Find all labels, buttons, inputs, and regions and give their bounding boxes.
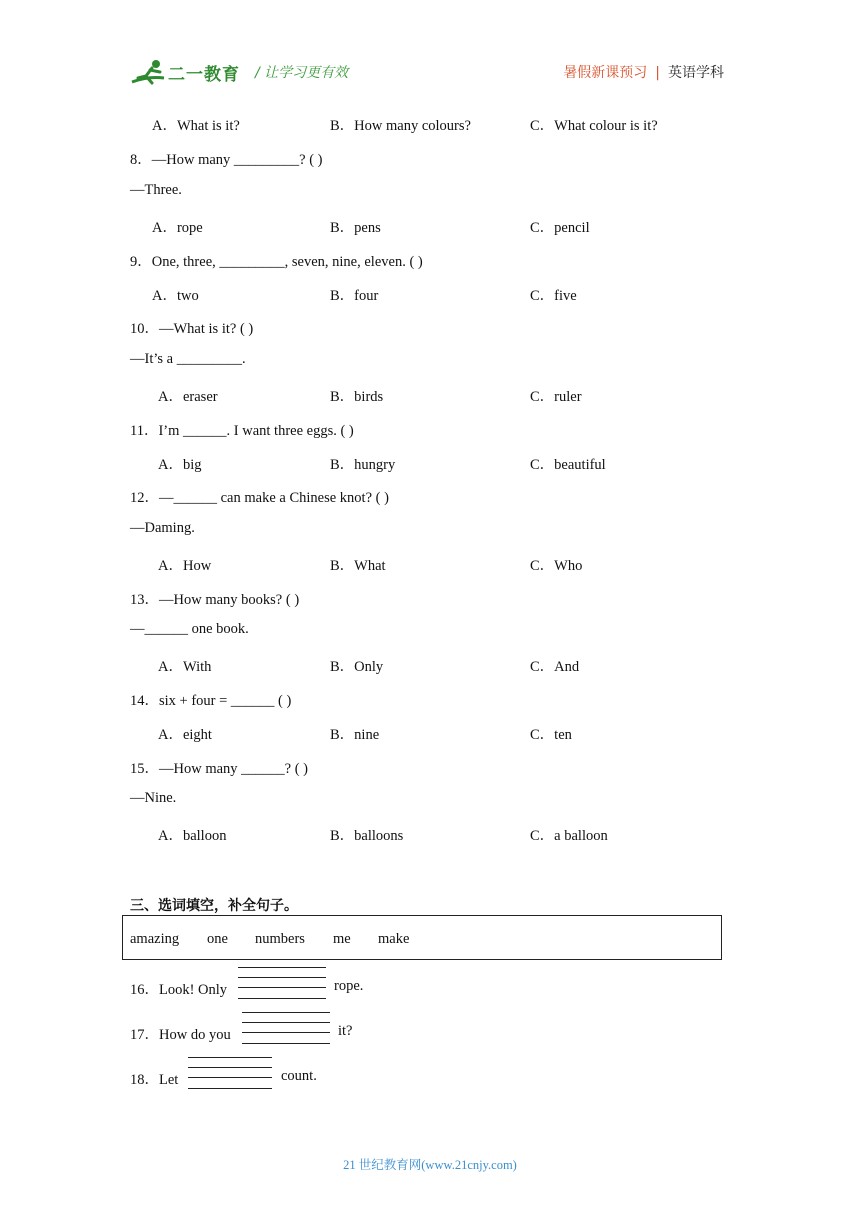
answer-blank[interactable] bbox=[242, 1011, 330, 1045]
answer-line: —Daming. bbox=[130, 520, 195, 536]
section-title: 三、选词填空，补全句子。 bbox=[130, 898, 298, 914]
word-bank-item: make bbox=[378, 931, 410, 947]
fill-question-suffix: rope. bbox=[334, 978, 364, 994]
option-b: B．What bbox=[330, 558, 386, 574]
logo-text: 二一教育 bbox=[168, 65, 240, 85]
fill-question-prefix: 16．Look! Only bbox=[130, 982, 228, 998]
answer-blank[interactable] bbox=[188, 1056, 272, 1090]
fill-question-prefix: 18．Let bbox=[130, 1072, 179, 1088]
question-stem: 11．I’m ______. I want three eggs. ( ) bbox=[130, 423, 354, 439]
header-separator: | bbox=[655, 65, 660, 81]
question-stem: 9．One, three, _________, seven, nine, eleven. ( ) bbox=[130, 254, 423, 270]
answer-line: —Three. bbox=[130, 182, 182, 198]
option-b: B．Only bbox=[330, 659, 384, 675]
word-bank-item: me bbox=[333, 931, 351, 947]
option-b: B．nine bbox=[330, 727, 380, 743]
answer-line: —It’s a _________. bbox=[130, 351, 246, 367]
course-label: 暑假新课预习 bbox=[563, 65, 648, 81]
option-c: C．Who bbox=[530, 558, 583, 574]
option-c: C．What colour is it? bbox=[530, 118, 658, 134]
option-c: C．ruler bbox=[530, 389, 582, 405]
option-a: A．eight bbox=[158, 727, 212, 743]
word-bank-item: numbers bbox=[255, 931, 305, 947]
question-stem: 8．—How many _________? ( ) bbox=[130, 152, 323, 168]
question-stem: 12．—______ can make a Chinese knot? ( ) bbox=[130, 490, 389, 506]
word-bank-item: amazing bbox=[130, 931, 180, 947]
option-b: B．How many colours? bbox=[330, 118, 471, 134]
option-a: A．With bbox=[158, 659, 212, 675]
option-a: A．How bbox=[158, 558, 212, 574]
option-b: B．four bbox=[330, 288, 379, 304]
fill-question-suffix: it? bbox=[338, 1023, 353, 1039]
option-b: B．birds bbox=[330, 389, 384, 405]
option-c: C．pencil bbox=[530, 220, 590, 236]
option-b: B．balloons bbox=[330, 828, 404, 844]
option-c: C．five bbox=[530, 288, 577, 304]
option-b: B．pens bbox=[330, 220, 381, 236]
option-a: A．eraser bbox=[158, 389, 218, 405]
footer-link[interactable]: 21 世纪教育网(www.21cnjy.com) bbox=[343, 1158, 517, 1172]
word-bank-box bbox=[122, 915, 722, 960]
option-a: A．rope bbox=[152, 220, 203, 236]
option-b: B．hungry bbox=[330, 457, 396, 473]
subject-label: 英语学科 bbox=[668, 65, 724, 81]
question-stem: 13．—How many books? ( ) bbox=[130, 592, 300, 608]
question-stem: 15．—How many ______? ( ) bbox=[130, 761, 309, 777]
option-a: A．two bbox=[152, 288, 199, 304]
answer-line: —Nine. bbox=[130, 790, 177, 806]
word-bank-item: one bbox=[207, 931, 228, 947]
option-c: C．ten bbox=[530, 727, 572, 743]
fill-question-prefix: 17．How do you bbox=[130, 1027, 231, 1043]
option-c: C．a balloon bbox=[530, 828, 608, 844]
option-c: C．And bbox=[530, 659, 580, 675]
option-c: C．beautiful bbox=[530, 457, 606, 473]
option-a: A．What is it? bbox=[152, 118, 240, 134]
header-right bbox=[563, 62, 724, 82]
slogan: / 让学习更有效 bbox=[255, 65, 349, 81]
option-a: A．balloon bbox=[158, 828, 227, 844]
answer-blank[interactable] bbox=[238, 966, 326, 1000]
question-stem: 14．six + four = ______ ( ) bbox=[130, 693, 292, 709]
fill-question-suffix: count. bbox=[281, 1068, 317, 1084]
question-stem: 10．—What is it? ( ) bbox=[130, 321, 254, 337]
option-a: A．big bbox=[158, 457, 202, 473]
answer-line: —______ one book. bbox=[130, 621, 249, 637]
